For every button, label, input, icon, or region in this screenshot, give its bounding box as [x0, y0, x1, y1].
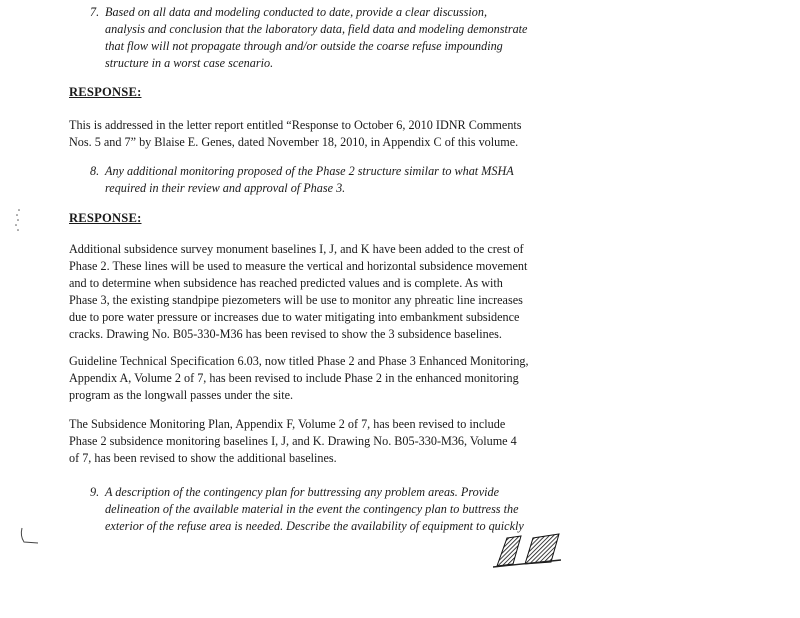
response-1-body: This is addressed in the letter report entitled “Response to October 6, 2010 IDNR Comments Nos. 5 and 7” by Blaise E. Genes, dated November 18, 2010, in Appendix C of this volume. [69, 118, 522, 149]
item-8-number: 8. [90, 164, 100, 178]
initials-stamp-icon [493, 532, 561, 568]
item-9-number: 9. [90, 485, 100, 499]
margin-mark-icon [12, 208, 26, 234]
response-2-paragraph-3: The Subsidence Monitoring Plan, Appendix F, Volume 2 of 7, has been revised to include Phase 2 subsidence monitoring baselines I, J, and K. Drawing No. B05-330-M36, Volume 4 of 7, has been revised to show the additional baselines. [69, 417, 517, 465]
item-7-number: 7. [90, 5, 100, 19]
margin-bracket-icon [18, 526, 40, 546]
item-7-text: Based on all data and modeling conducted to date, provide a clear discussion, analysis and conclusion that the laboratory data, field data and modeling demonstrate that flow will not propagate through and/or outside the coarse refuse impounding structure in a worst case scenario. [105, 5, 528, 70]
response-2-paragraph-1: Additional subsidence survey monument baselines I, J, and K have been added to the crest of Phase 2. These lines will be used to measure the vertical and horizontal subsidence movement and to determine when subsidence has reached predicted values and is complete. As with Phase 3, the existing standpipe piezometers will be use to monitor any phreatic line increases due to pore water pressure or increases due to water mitigating into embankment subsidence cracks. Drawing No. B05-330-M36 has been revised to show the 3 subsidence baselines. [69, 242, 528, 341]
item-9-text: A description of the contingency plan for buttressing any problem areas. Provide delineation of the available material in the event the contingency plan to buttress the exterior of the refuse area is needed. Describe the availability of equipment to quickly [105, 485, 524, 533]
response-heading-2: RESPONSE: [69, 211, 142, 225]
response-2-paragraph-2: Guideline Technical Specification 6.03, now titled Phase 2 and Phase 3 Enhanced Monitoring, Appendix A, Volume 2 of 7, has been revised to include Phase 2 in the enhanced monitoring program as the longwall passes under the site. [69, 354, 529, 402]
item-9 [90, 484, 530, 535]
item-7 [90, 4, 530, 72]
item-8-text: Any additional monitoring proposed of the Phase 2 structure similar to what MSHA required in their review and approval of Phase 3. [105, 164, 514, 195]
response-heading-1: RESPONSE: [69, 85, 142, 99]
item-8 [90, 163, 530, 197]
